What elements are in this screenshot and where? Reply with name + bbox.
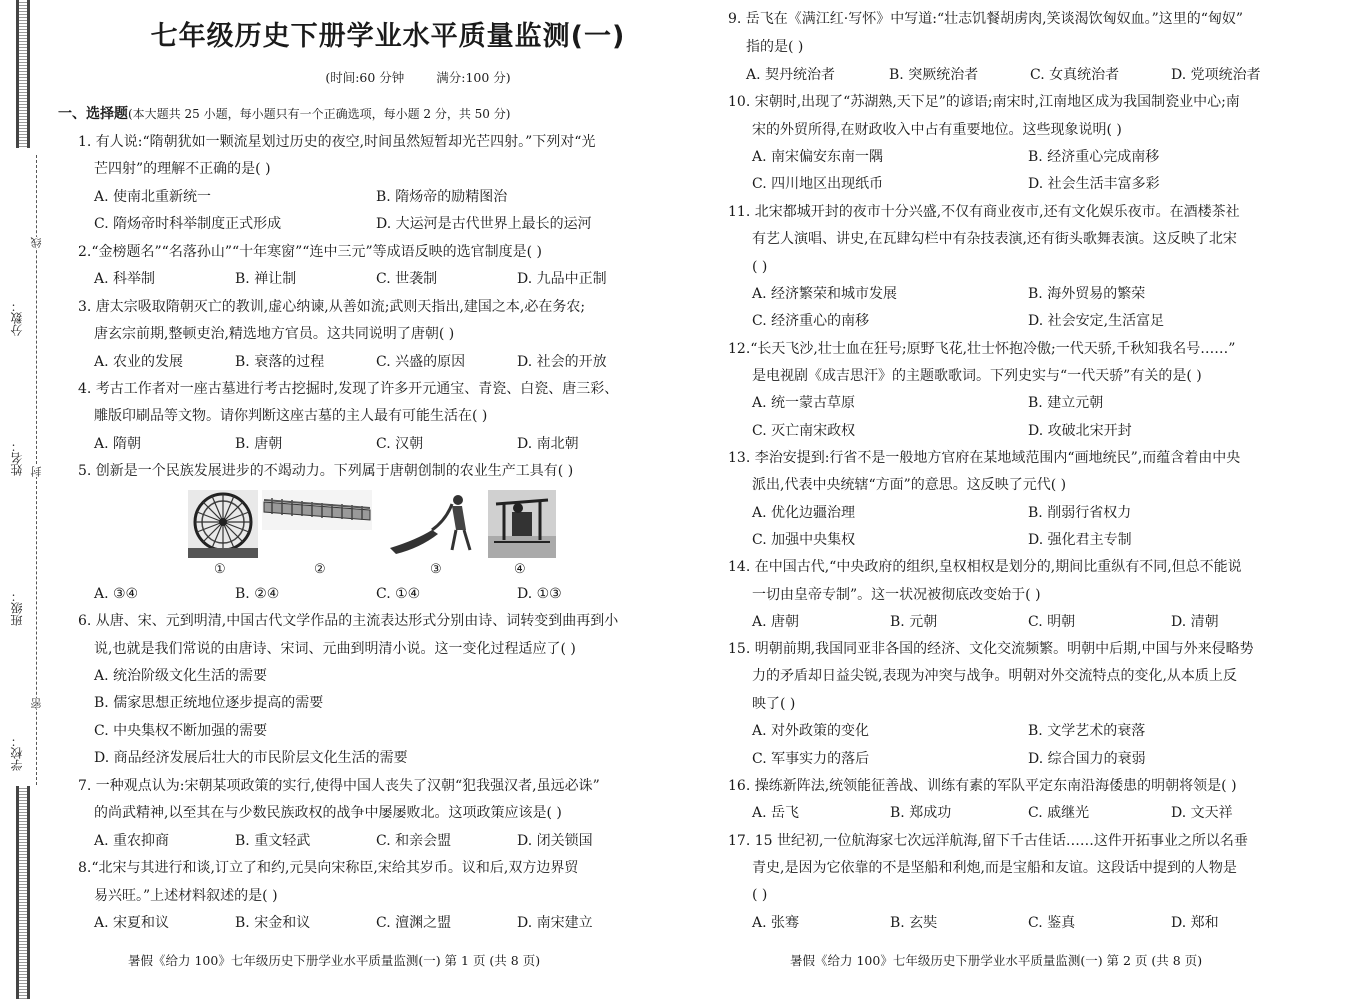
option: A. 隋朝 (94, 436, 142, 452)
score-field-label: 分数： (10, 300, 24, 336)
question-line: ( ) (752, 887, 768, 903)
question-line: 力的矛盾却日益尖锐,表现为冲突与战争。明朝对外交流特点的变化,从本质上反 (752, 668, 1237, 684)
option: D. 强化君主专制 (1028, 532, 1132, 548)
name-field-label: 姓名： (10, 440, 24, 476)
figure-label: ③ (430, 562, 442, 577)
question-line: 指的是( ) (746, 39, 804, 55)
option: C. 灭亡南宋政权 (752, 423, 856, 439)
option: A. 农业的发展 (94, 354, 184, 370)
option: D. 社会的开放 (517, 354, 607, 370)
option: D. ①③ (517, 586, 562, 602)
option: A. 优化边疆治理 (752, 505, 856, 521)
option: C. 鉴真 (1028, 915, 1076, 931)
option: D. 社会安定,生活富足 (1028, 313, 1165, 329)
option: C. 中央集权不断加强的需要 (94, 723, 268, 739)
farm-tools-figures (186, 490, 566, 580)
option: B. 文学艺术的衰落 (1028, 723, 1146, 739)
option: B. 突厥统治者 (889, 67, 979, 83)
question-line: 16. 操练新阵法,统领能征善战、训练有素的军队平定东南沿海倭患的明朝将领是( ) (728, 778, 1237, 794)
chain-pump-image (262, 490, 372, 530)
exam-time: (时间:60 分钟 (325, 70, 405, 85)
question-line: 青史,是因为它依靠的不是坚船和利炮,而是宝船和友谊。这段话中提到的人物是 (752, 860, 1237, 876)
option: C. 汉朝 (376, 436, 424, 452)
class-field-label: 班级： (10, 590, 24, 626)
option: B. 隋炀帝的励精图治 (376, 189, 508, 205)
question-line: 宋的外贸所得,在财政收入中占有重要地位。这些现象说明( ) (752, 122, 1122, 138)
option: D. 九品中正制 (517, 271, 607, 287)
option: A. 重农抑商 (94, 833, 170, 849)
question-line: 5. 创新是一个民族发展进步的不竭动力。下列属于唐朝创制的农业生产工具有( ) (78, 463, 574, 479)
figure-label: ② (314, 562, 326, 577)
option: C. 经济重心的南移 (752, 313, 870, 329)
question-line: 说,也就是我们常说的由唐诗、宋词、元曲到明清小说。这一变化过程适应了( ) (94, 641, 576, 657)
question-line: 映了( ) (752, 696, 796, 712)
binding-bar-top (16, 0, 30, 148)
question-line: 11. 北宋都城开封的夜市十分兴盛,不仅有商业夜市,还有文化娱乐夜市。在酒楼茶社 (728, 204, 1240, 220)
option: B. 玄奘 (890, 915, 938, 931)
option: B. ②④ (235, 586, 280, 602)
option: A. 统一蒙古草原 (752, 395, 856, 411)
option: C. ①④ (376, 586, 421, 602)
question-line: 芒四射”的理解不正确的是( ) (94, 161, 271, 177)
question-line: 15. 明朝前期,我国同亚非各国的经济、文化交流频繁。明朝中后期,中国与外来侵略势 (728, 641, 1254, 657)
option: B. 衰落的过程 (235, 354, 325, 370)
option: A. 唐朝 (752, 614, 800, 630)
option: B. 元朝 (890, 614, 938, 630)
option: C. 戚继光 (1028, 805, 1090, 821)
option: B. 宋金和议 (235, 915, 311, 931)
option: D. 郑和 (1171, 915, 1219, 931)
option: D. 清朝 (1171, 614, 1219, 630)
section-heading (58, 105, 510, 123)
option: A. 经济繁荣和城市发展 (752, 286, 898, 302)
option: B. 削弱行省权力 (1028, 505, 1132, 521)
question-line: 4. 考古工作者对一座古墓进行考古挖掘时,发现了许多开元通宝、青瓷、白瓷、唐三彩、 (78, 381, 619, 397)
option: D. 攻破北宋开封 (1028, 423, 1132, 439)
option: B. 建立元朝 (1028, 395, 1104, 411)
question-line: 1. 有人说:“隋朝犹如一颗流星划过历史的夜空,时间虽然短暂却光芒四射。”下列对“光 (78, 134, 596, 150)
option: B. 海外贸易的繁荣 (1028, 286, 1146, 302)
school-field-label: 学校： (10, 735, 24, 771)
farm-tool-photo (488, 490, 556, 558)
exam-info (58, 68, 778, 86)
question-line: 3. 唐太宗吸取隋朝灭亡的教训,虚心纳谏,从善如流;武则天指出,建国之本,必在务农; (78, 299, 586, 315)
seal-mark-xian: 线 (30, 237, 43, 248)
question-line: 的尚武精神,以至其在与少数民族政权的战争中屡屡败北。这项政策应该是( ) (94, 805, 562, 821)
option: A. 科举制 (94, 271, 156, 287)
option: A. 使南北重新统一 (94, 189, 212, 205)
seal-mark-mi: 密 (30, 698, 43, 709)
option: C. 女真统治者 (1030, 67, 1120, 83)
option: A. 张骞 (752, 915, 800, 931)
option: B. 重文轻武 (235, 833, 311, 849)
option: D. 大运河是古代世界上最长的运河 (376, 216, 592, 232)
option: D. 社会生活丰富多彩 (1028, 176, 1160, 192)
option: D. 文天祥 (1171, 805, 1233, 821)
option: D. 闭关锁国 (517, 833, 593, 849)
option: C. 澶渊之盟 (376, 915, 452, 931)
page-footer-right: 暑假《给力 100》七年级历史下册学业水平质量监测(一) 第 2 页 (共 8 页) (790, 953, 1203, 968)
option: A. 岳飞 (752, 805, 800, 821)
curved-plough-image (386, 490, 478, 558)
question-line: 雕版印刷品等文物。请你判断这座古墓的主人最有可能生活在( ) (94, 408, 488, 424)
question-line: 有艺人演唱、讲史,在瓦肆勾栏中有杂技表演,还有街头歌舞表演。这反映了北宋 (752, 231, 1237, 247)
option: B. 禅让制 (235, 271, 297, 287)
question-line: ( ) (752, 259, 768, 275)
binding-bar-bottom (16, 786, 30, 999)
section-note: (本大题共 25 小题，每小题只有一个正确选项，每小题 2 分，共 50 分) (128, 107, 511, 121)
question-line: 6. 从唐、宋、元到明清,中国古代文学作品的主流表达形式分别由诗、词转变到曲再到小 (78, 613, 619, 629)
option: D. 南宋建立 (517, 915, 593, 931)
option: C. 和亲会盟 (376, 833, 452, 849)
option: B. 郑成功 (890, 805, 952, 821)
option: A. 对外政策的变化 (752, 723, 870, 739)
binding-margin (0, 0, 52, 999)
question-line: 13. 李治安提到:行省不是一般地方官府在某地域范围内“画地统民”,而蕴含着由中央 (728, 450, 1241, 466)
question-line: 10. 宋朝时,出现了“苏湖熟,天下足”的谚语;南宋时,江南地区成为我国制瓷业中心;南 (728, 94, 1240, 110)
option: B. 唐朝 (235, 436, 283, 452)
question-line: 易兴旺。”上述材料叙述的是( ) (94, 888, 278, 904)
option: D. 南北朝 (517, 436, 579, 452)
option: C. 隋炀帝时科举制度正式形成 (94, 216, 282, 232)
option: C. 明朝 (1028, 614, 1076, 630)
figure-label: ① (214, 562, 226, 577)
question-line: 唐玄宗前期,整顿吏治,精选地方官员。这共同说明了唐朝( ) (94, 326, 455, 342)
question-line: 2.“金榜题名”“名落孙山”“十年寒窗”“连中三元”等成语反映的选官制度是( ) (78, 244, 542, 260)
question-line: 12.“长天飞沙,壮士血在狂号;原野飞花,壮士怀抱冷傲;一代天骄,千秋知我名号……” (728, 341, 1236, 357)
page-title: 七年级历史下册学业水平质量监测(一) (150, 21, 626, 52)
option: D. 综合国力的衰弱 (1028, 751, 1146, 767)
option: C. 兴盛的原因 (376, 354, 466, 370)
question-line: 派出,代表中央统辖“方面”的意思。这反映了元代( ) (752, 477, 1067, 493)
option: C. 军事实力的落后 (752, 751, 870, 767)
seal-mark-feng: 封 (30, 466, 43, 477)
question-line: 14. 在中国古代,“中央政府的组织,皇权相权是划分的,期间比重纵有不同,但总不能说 (728, 559, 1242, 575)
option: C. 加强中央集权 (752, 532, 856, 548)
option: B. 经济重心完成南移 (1028, 149, 1160, 165)
option: A. 契丹统治者 (746, 67, 836, 83)
option: B. 儒家思想正统地位逐步提高的需要 (94, 695, 324, 711)
page-footer-left: 暑假《给力 100》七年级历史下册学业水平质量监测(一) 第 1 页 (共 8 页) (128, 953, 541, 968)
question-line: 17. 15 世纪初,一位航海家七次远洋航海,留下千古佳话……这件开拓事业之所以名垂 (728, 833, 1248, 849)
question-line: 9. 岳飞在《满江红·写怀》中写道:“壮志饥餐胡虏肉,笑谈渴饮匈奴血。”这里的“匈奴” (728, 11, 1244, 27)
section-label: 一、选择题 (58, 106, 128, 122)
option: A. 统治阶级文化生活的需要 (94, 668, 268, 684)
option: A. 南宋偏安东南一隅 (752, 149, 884, 165)
exam-score: 满分:100 分) (436, 70, 511, 85)
water-wheel-image (188, 490, 258, 558)
question-line: 是电视剧《成吉思汗》的主题歌歌词。下列史实与“一代天骄”有关的是( ) (752, 368, 1202, 384)
figure-label: ④ (514, 562, 526, 577)
question-line: 一切由皇帝专制”。这一状况被彻底改变始于( ) (752, 587, 1041, 603)
option: D. 党项统治者 (1171, 67, 1261, 83)
option: A. ③④ (94, 586, 139, 602)
question-line: 7. 一种观点认为:宋朝某项政策的实行,使得中国人丧失了汉朝“犯我强汉者,虽远必诛” (78, 778, 600, 794)
option: C. 世袭制 (376, 271, 438, 287)
option: D. 商品经济发展后壮大的市民阶层文化生活的需要 (94, 750, 408, 766)
question-line: 8.“北宋与其进行和谈,订立了和约,元昊向宋称臣,宋给其岁币。议和后,双方边界贸 (78, 860, 579, 876)
option: C. 四川地区出现纸币 (752, 176, 884, 192)
option: A. 宋夏和议 (94, 915, 170, 931)
